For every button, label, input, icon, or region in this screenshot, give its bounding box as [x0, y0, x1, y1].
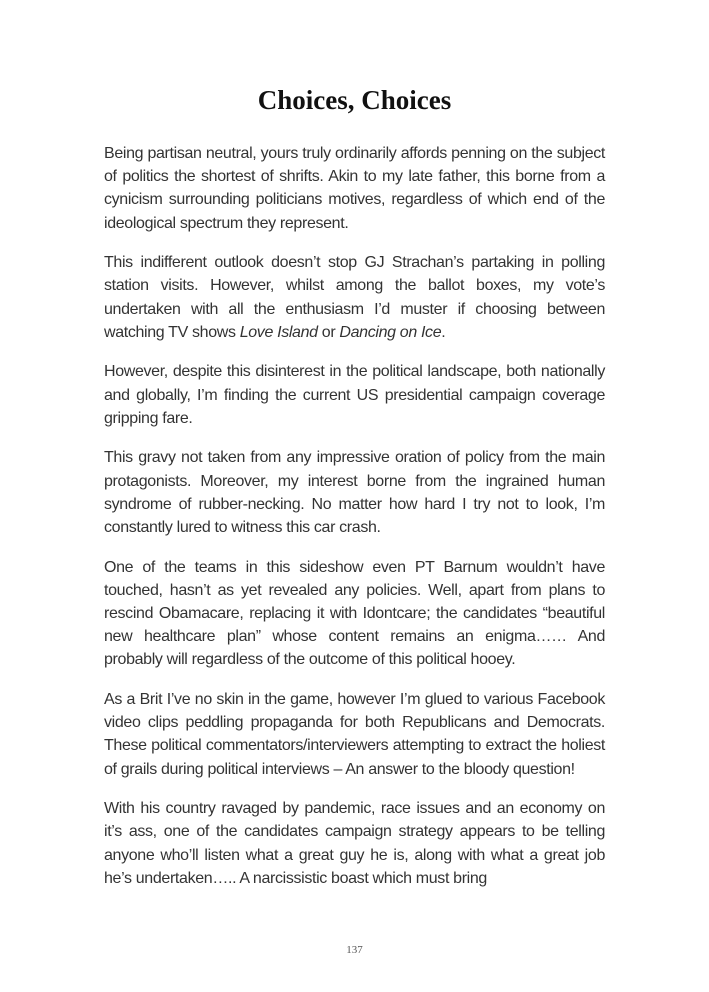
body-text — [104, 142, 605, 890]
paragraph-6: As a Brit I’ve no skin in the game, however I’m glued to various Facebook video clips peddling propaganda for both Republicans and Democrats. These political commentators/interviewers attempting to extract the holiest of grails during political interviews – An answer to the bloody question! — [104, 691, 605, 778]
paragraph-4: This gravy not taken from any impressive oration of policy from the main protagonists. Moreover, my interest borne from the ingrained human syndrome of rubber-necking. No matter how hard I try not to look, I’m constantly lured to witness this car crash. — [104, 449, 605, 537]
tv-show-title-love-island: Love Island — [239, 323, 318, 341]
page-number: 137 — [346, 944, 363, 956]
paragraph-2-text-before: This indifferent outlook doesn’t stop GJ Strachan’s partaking in polling station visits. However, whilst among the ballot boxes, my vote’s undertaken with all the enthusiasm I’d muster if choosing between watching TV shows — [104, 254, 605, 341]
paragraph-3: However, despite this disinterest in the political landscape, both nationally and globally, I’m finding the current US presidential campaign coverage gripping fare. — [104, 363, 605, 427]
paragraph-2 — [104, 251, 605, 344]
paragraph-5: One of the teams in this sideshow even PT Barnum wouldn’t have touched, hasn’t as yet revealed any policies. Well, apart from plans to rescind Obamacare, replacing it with Idontcare; the candidates “beautiful new healthcare plan” whose content remains an enigma…… And probably will regardless of the outcome of this political hooey. — [104, 558, 605, 669]
paragraph-2-text-after: . — [441, 323, 446, 341]
page-title: Choices, Choices — [257, 85, 452, 115]
paragraph-2-text-middle: or — [317, 323, 340, 341]
tv-show-title-dancing-on-ice: Dancing on Ice — [339, 323, 442, 341]
paragraph-1: Being partisan neutral, yours truly ordinarily affords penning on the subject of politics the shortest of shrifts. Akin to my late father, this borne from a cynicism surrounding politicians motives, regardless of which end of the ideological spectrum they represent. — [104, 145, 605, 232]
paragraph-7: With his country ravaged by pandemic, race issues and an economy on it’s ass, one of the candidates campaign strategy appears to be telling anyone who’ll listen what a great guy he is, along with what a great job he’s undertaken….. A narcissistic boast which must bring — [104, 800, 605, 887]
